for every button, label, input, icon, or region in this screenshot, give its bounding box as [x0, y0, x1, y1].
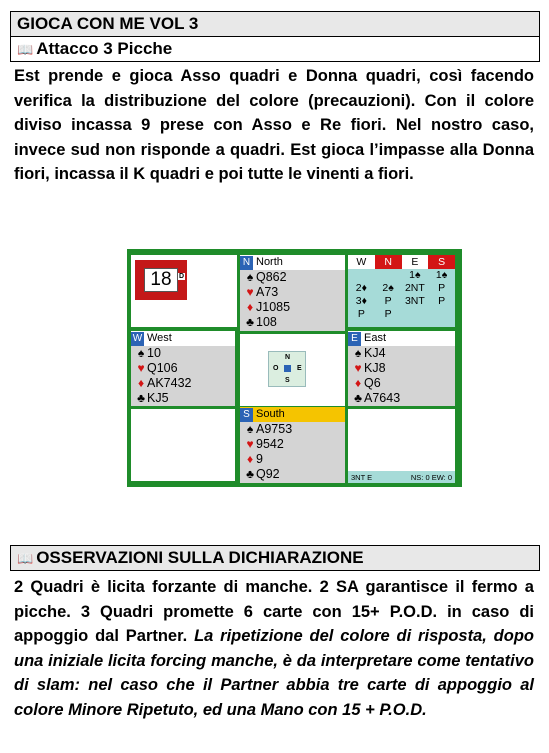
- spade-icon: ♠: [246, 270, 254, 284]
- heart-icon: ♥: [246, 437, 254, 451]
- south-hand: [240, 407, 345, 483]
- west-spades: 10: [147, 346, 161, 360]
- book-icon: 📖: [17, 551, 34, 566]
- observations-paragraph: [14, 575, 534, 722]
- diamond-icon: ♦: [246, 300, 254, 314]
- bid: 2♦: [355, 282, 367, 294]
- south-spades: A9753: [256, 422, 293, 436]
- bid-head-east: E: [402, 255, 429, 269]
- club-icon: ♣: [137, 391, 145, 405]
- spade-icon: ♠: [246, 422, 254, 436]
- seat-tag-east: E: [348, 332, 361, 346]
- empty-cell: [131, 409, 235, 481]
- compass-north: N: [285, 354, 291, 361]
- bid: 1♠: [409, 269, 421, 281]
- east-diamonds: Q6: [364, 376, 381, 390]
- observations-italic: La ripetizione del colore di risposta, dopo una iniziale licita forcing manche, è da interpretare come tentativo di slam: nel caso che il Partner abbia tre carte di appoggio al colore Minore Ripetuto, ed una Mano con 15 + P.O.D.: [14, 627, 534, 719]
- observations-heading: [10, 545, 540, 571]
- bid: 2NT: [404, 282, 425, 294]
- bid: P: [357, 308, 365, 320]
- result-status: [348, 471, 455, 483]
- north-diamonds: J1085: [256, 300, 291, 314]
- south-name: South: [256, 408, 285, 420]
- west-name: West: [147, 332, 172, 344]
- bid: 3NT: [404, 295, 425, 307]
- diamond-icon: ♦: [246, 452, 254, 466]
- board-number: 18: [144, 268, 178, 292]
- contract-status: 3NT E: [351, 472, 373, 482]
- west-diamonds: AK7432: [147, 376, 192, 390]
- east-name: East: [364, 332, 387, 344]
- lead-heading: [10, 37, 540, 62]
- board-number-cell: [131, 255, 237, 327]
- bid: P: [438, 295, 446, 307]
- bid: P: [384, 295, 392, 307]
- compass-south: S: [285, 377, 290, 384]
- east-hand: [348, 331, 455, 406]
- north-spades: Q862: [256, 270, 287, 284]
- west-clubs: KJ5: [147, 391, 169, 405]
- west-hand: [131, 331, 235, 406]
- bid: 2♠: [382, 282, 394, 294]
- heart-icon: ♥: [137, 361, 145, 375]
- spade-icon: ♠: [137, 346, 145, 360]
- bid: 1♠: [435, 269, 448, 281]
- bid: 3♦: [355, 295, 367, 307]
- diamond-icon: ♦: [354, 376, 362, 390]
- compass-center: [284, 365, 291, 372]
- heart-icon: ♥: [246, 285, 254, 299]
- bidding-table: [348, 255, 455, 327]
- east-clubs: A7643: [364, 391, 401, 405]
- north-clubs: 108: [256, 315, 277, 329]
- east-spades: KJ4: [364, 346, 386, 360]
- south-hearts: 9542: [256, 437, 284, 451]
- bid: P: [438, 282, 446, 294]
- observations-title: OSSERVAZIONI SULLA DICHIARAZIONE: [36, 548, 364, 567]
- intro-paragraph: Est prende e gioca Asso quadri e Donna quadri, così facendo verifica la distribuzione del colore (precauzioni). Con il colore diviso incassa 9 prese con Asso e Re fiori. Nel nostro caso, invece sud non risponde a quadri. Est gioca l’impasse alla Donna fiori, incassa il K quadri e poi tutte le vinenti a fiori.: [14, 67, 534, 183]
- page-title: GIOCA CON ME VOL 3: [10, 11, 540, 37]
- seat-tag-north: N: [240, 256, 253, 270]
- club-icon: ♣: [246, 467, 254, 481]
- bid: [402, 308, 429, 321]
- bid: [375, 269, 402, 282]
- club-icon: ♣: [354, 391, 362, 405]
- book-icon: 📖: [17, 42, 34, 57]
- bid-head-south: S: [428, 255, 455, 269]
- dealer-mark: D: [179, 273, 185, 280]
- south-clubs: Q92: [256, 467, 280, 481]
- bid-head-west: W: [348, 255, 375, 269]
- diamond-icon: ♦: [137, 376, 145, 390]
- bid: P: [384, 308, 392, 320]
- club-icon: ♣: [246, 315, 254, 329]
- compass-east: E: [297, 365, 302, 372]
- score-status: NS: 0 EW: 0: [410, 472, 452, 482]
- bid: [348, 269, 375, 282]
- north-hearts: A73: [256, 285, 279, 299]
- south-diamonds: 9: [256, 452, 263, 466]
- seat-tag-west: W: [132, 333, 143, 344]
- heart-icon: ♥: [354, 361, 362, 375]
- seat-tag-south: S: [240, 408, 253, 422]
- compass: [268, 351, 306, 387]
- spade-icon: ♠: [354, 346, 362, 360]
- compass-west: O: [273, 365, 279, 372]
- east-hearts: KJ8: [364, 361, 386, 375]
- bid: [428, 308, 455, 321]
- lead-text: Attacco 3 Picche: [36, 39, 173, 58]
- west-hearts: Q106: [147, 361, 178, 375]
- north-name: North: [256, 256, 283, 268]
- bid-head-north: N: [375, 255, 402, 269]
- north-hand: [240, 255, 345, 331]
- observations-plain: 2 Quadri è licita forzante di manche. 2 SA garantisce il fermo a picche. 3 Quadri promette 6 carte con 15+ P.O.D. in caso di appoggio dal Partner.: [14, 578, 534, 645]
